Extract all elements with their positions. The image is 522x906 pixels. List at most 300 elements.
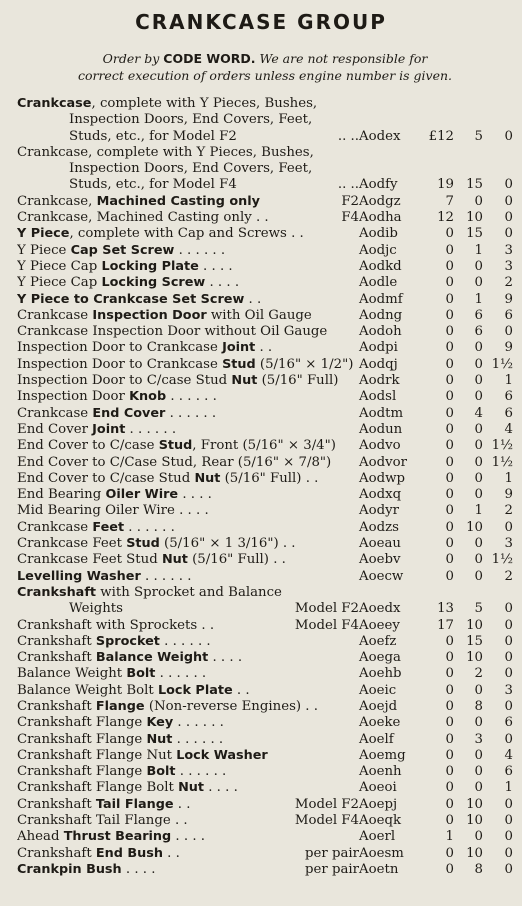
price-shillings: 10 bbox=[466, 617, 483, 633]
price-pence: 1 bbox=[504, 373, 513, 389]
part-description bbox=[17, 259, 359, 275]
part-name-text: Crankcase bbox=[17, 405, 93, 421]
part-name-text: Inspection Door to C/case Stud bbox=[17, 373, 232, 389]
part-name-bold: End Cover bbox=[92, 405, 166, 421]
part-row bbox=[17, 357, 516, 373]
part-name-bold: Nut bbox=[178, 780, 204, 796]
part-variant-note: Model F4 bbox=[294, 813, 359, 829]
part-name-text: Crankcase Feet bbox=[17, 536, 127, 552]
price-pounds: 12 bbox=[437, 210, 454, 226]
code-word: Aodwp bbox=[359, 470, 406, 486]
price-pence: 0 bbox=[504, 617, 513, 633]
code-word: Aodxq bbox=[359, 487, 402, 503]
part-name-bold: Bolt bbox=[146, 764, 176, 780]
part-name-text: End Cover to C/Case Stud, Rear (5/16" × 7/8") bbox=[17, 454, 332, 470]
part-name-text: End Cover bbox=[17, 421, 93, 437]
part-name-text: . . . . bbox=[198, 258, 233, 274]
part-name-text: . . bbox=[244, 291, 262, 307]
part-name-text: . . bbox=[173, 796, 191, 812]
part-name-text: . . . . bbox=[208, 650, 243, 666]
part-variant-note: Model F2 bbox=[294, 796, 359, 812]
price-pence: 0 bbox=[504, 210, 513, 226]
part-description-continued: Studs, etc., for Model F4 .. .. bbox=[69, 177, 359, 193]
code-word: Aoeic bbox=[359, 682, 397, 698]
part-name-bold: Cap Set Screw bbox=[70, 242, 175, 258]
part-name-text: with Sprocket and Balance bbox=[96, 584, 282, 600]
price-pence: 6 bbox=[504, 715, 513, 731]
part-row bbox=[17, 324, 516, 340]
price-pounds: 0 bbox=[445, 845, 454, 861]
part-variant-note: Model F2 bbox=[294, 601, 359, 617]
part-description bbox=[17, 748, 359, 764]
price-shillings: 0 bbox=[474, 487, 483, 503]
part-description bbox=[17, 308, 359, 324]
price-shillings: 0 bbox=[474, 421, 483, 437]
part-name-bold: Sprocket bbox=[95, 633, 160, 649]
part-name-bold: Flange bbox=[95, 698, 145, 714]
part-description bbox=[17, 487, 359, 503]
part-name-bold: Lock Plate bbox=[157, 682, 233, 698]
price-pence: 0 bbox=[504, 731, 513, 747]
part-name-bold: Nut bbox=[146, 731, 173, 747]
part-name-bold: End Bush bbox=[95, 845, 163, 861]
code-word: Aoecw bbox=[359, 568, 404, 584]
part-name-bold: Oiler Wire bbox=[105, 487, 179, 503]
part-name-bold: Nut bbox=[161, 552, 188, 568]
price-pence: 0 bbox=[504, 829, 513, 845]
part-description bbox=[17, 243, 359, 259]
part-name-text: Crankshaft with Sprockets . . bbox=[17, 617, 215, 633]
price-pounds: 0 bbox=[445, 242, 454, 258]
price-pounds: 0 bbox=[445, 780, 454, 796]
code-word: Aodha bbox=[359, 210, 402, 226]
part-name-bold: Locking Plate bbox=[101, 258, 199, 274]
order-note-part1: Order by bbox=[102, 51, 160, 66]
price-pounds: 0 bbox=[445, 715, 454, 731]
part-name-text: . . . . . . bbox=[140, 568, 192, 584]
part-name-bold: Balance Weight bbox=[95, 650, 209, 666]
part-name-text: Crankshaft Flange bbox=[17, 764, 147, 780]
part-description bbox=[17, 569, 359, 585]
part-name-bold: Crankpin Bush bbox=[17, 861, 122, 877]
price-pounds: 0 bbox=[445, 324, 454, 340]
part-name-text: Crankshaft Flange Bolt bbox=[17, 780, 179, 796]
price-shillings: 15 bbox=[466, 633, 483, 649]
price-pence: 0 bbox=[504, 519, 513, 535]
part-name-text: Balance Weight Bolt bbox=[17, 682, 158, 698]
price-pounds: 19 bbox=[437, 177, 454, 193]
code-word: Aoerl bbox=[359, 829, 396, 845]
part-name-bold: Machined Casting only bbox=[96, 193, 260, 209]
code-word: Aoeau bbox=[359, 536, 401, 552]
part-variant-note: per pair bbox=[304, 861, 359, 877]
price-shillings: 5 bbox=[474, 128, 483, 144]
part-name-text: . . bbox=[232, 682, 250, 698]
part-description bbox=[17, 764, 359, 780]
part-name-text: Balance Weight bbox=[17, 666, 127, 682]
code-word: Aoeey bbox=[359, 617, 400, 633]
part-description bbox=[17, 862, 359, 878]
price-shillings: 10 bbox=[466, 650, 483, 666]
page-title: CRANKCASE GROUP bbox=[135, 10, 387, 34]
price-pence: 0 bbox=[504, 128, 513, 144]
part-description bbox=[17, 389, 359, 405]
part-row bbox=[17, 520, 516, 536]
part-name-bold: Y Piece to Crankcase Set Screw bbox=[17, 291, 245, 307]
code-word: Aoeke bbox=[359, 715, 401, 731]
price-pence: 6 bbox=[504, 405, 513, 421]
part-name-text: End Bearing bbox=[17, 487, 106, 503]
part-row bbox=[17, 471, 516, 487]
part-name-text: Crankcase bbox=[17, 307, 93, 323]
price-pounds: 0 bbox=[445, 519, 454, 535]
price-pounds: 0 bbox=[445, 747, 454, 763]
part-name-bold: Stud bbox=[126, 536, 160, 552]
price-pounds: 0 bbox=[445, 258, 454, 274]
part-description bbox=[17, 585, 359, 618]
code-word: Aoelf bbox=[359, 731, 394, 747]
part-description bbox=[17, 275, 359, 291]
code-word: Aodzs bbox=[359, 519, 399, 535]
price-pence: 6 bbox=[504, 764, 513, 780]
part-row bbox=[17, 96, 516, 145]
price-shillings: 0 bbox=[474, 275, 483, 291]
price-shillings: 0 bbox=[474, 715, 483, 731]
part-name-bold: Knob bbox=[129, 389, 167, 405]
code-word: Aoehb bbox=[359, 666, 402, 682]
part-name-text: . . . . . . bbox=[159, 633, 211, 649]
code-word: Aoefz bbox=[359, 633, 397, 649]
part-row bbox=[17, 552, 516, 568]
price-pounds: 0 bbox=[445, 633, 454, 649]
code-word: Aodrk bbox=[359, 373, 400, 389]
price-pence: 3 bbox=[504, 682, 513, 698]
part-row bbox=[17, 699, 516, 715]
price-shillings: 1 bbox=[474, 242, 483, 258]
part-name-text: (Non-reverse Engines) . . bbox=[144, 698, 318, 714]
part-name-text: Crankshaft Flange bbox=[17, 731, 147, 747]
price-pounds: 0 bbox=[445, 487, 454, 503]
price-pounds: 0 bbox=[445, 275, 454, 291]
code-word: Aoenh bbox=[359, 764, 402, 780]
code-word: Aodsl bbox=[359, 389, 397, 405]
part-name-text: , complete with Cap and Screws . . bbox=[69, 226, 304, 242]
part-description-continued: Inspection Doors, End Covers, Feet, bbox=[69, 161, 313, 177]
price-pence: 6 bbox=[504, 389, 513, 405]
part-name-bold: Stud bbox=[158, 438, 193, 454]
price-pounds: 0 bbox=[445, 568, 454, 584]
part-name-text: Crankcase bbox=[17, 519, 93, 535]
part-description bbox=[17, 455, 359, 471]
part-name-bold: Lock Washer bbox=[176, 747, 268, 763]
part-description bbox=[17, 666, 359, 682]
price-shillings: 4 bbox=[474, 405, 483, 421]
code-word: Aoepj bbox=[359, 796, 398, 812]
part-name-text: Inspection Door to Crankcase bbox=[17, 340, 223, 356]
part-description bbox=[17, 683, 359, 699]
part-description bbox=[17, 438, 359, 454]
part-description bbox=[17, 536, 359, 552]
price-pence: 0 bbox=[504, 813, 513, 829]
price-pence: 9 bbox=[504, 487, 513, 503]
price-pence: 0 bbox=[504, 324, 513, 340]
code-word: Aodoh bbox=[359, 324, 402, 340]
part-name-bold: Feet bbox=[92, 519, 125, 535]
part-variant-note: .. .. bbox=[337, 177, 359, 193]
price-pounds: 0 bbox=[445, 536, 454, 552]
part-description bbox=[17, 797, 359, 813]
code-word: Aodpi bbox=[359, 340, 398, 356]
part-name-text: End Cover to C/case bbox=[17, 438, 159, 454]
price-shillings: 1 bbox=[474, 503, 483, 519]
part-description bbox=[17, 471, 359, 487]
part-row bbox=[17, 748, 516, 764]
part-name-text: . . . . bbox=[121, 861, 156, 877]
part-name-text: . . . . bbox=[204, 780, 238, 796]
price-pence: 0 bbox=[504, 845, 513, 861]
part-description bbox=[17, 846, 359, 862]
part-row bbox=[17, 438, 516, 454]
part-row bbox=[17, 846, 516, 862]
price-shillings: 0 bbox=[474, 454, 483, 470]
part-name-text: Crankshaft Flange Nut bbox=[17, 747, 177, 763]
part-description bbox=[17, 210, 359, 226]
code-word: Aodvor bbox=[359, 454, 407, 470]
price-pounds: 0 bbox=[445, 307, 454, 323]
part-row bbox=[17, 569, 516, 585]
part-description bbox=[17, 194, 359, 210]
order-note-code-word: CODE WORD. bbox=[163, 51, 256, 66]
part-name-bold: Tail Flange bbox=[95, 796, 174, 812]
part-name-text: Crankshaft bbox=[17, 845, 96, 861]
price-pence: 4 bbox=[504, 747, 513, 763]
part-name-text: Crankcase Inspection Door without Oil Gauge bbox=[17, 324, 328, 340]
part-name-text: . . . . . . bbox=[124, 519, 175, 535]
part-name-bold: Joint bbox=[222, 340, 256, 356]
part-description-continued: Studs, etc., for Model F2 .. .. bbox=[69, 128, 359, 144]
code-word: Aodng bbox=[359, 307, 403, 323]
part-row bbox=[17, 226, 516, 242]
price-pounds: 0 bbox=[445, 421, 454, 437]
price-pence: 0 bbox=[504, 633, 513, 649]
price-pounds: 13 bbox=[437, 601, 454, 617]
price-pounds: 0 bbox=[445, 389, 454, 405]
price-pence: 0 bbox=[504, 650, 513, 666]
price-pounds: 0 bbox=[445, 796, 454, 812]
code-word: Aodfy bbox=[359, 177, 398, 193]
part-name-bold: Inspection Door bbox=[92, 307, 207, 323]
price-pence: 0 bbox=[504, 698, 513, 714]
price-shillings: 0 bbox=[474, 356, 483, 372]
part-row bbox=[17, 275, 516, 291]
part-name-bold: Nut bbox=[231, 373, 258, 389]
price-pounds: 0 bbox=[445, 666, 454, 682]
part-name-text: Inspection Door to Crankcase bbox=[17, 356, 223, 372]
part-row bbox=[17, 373, 516, 389]
part-name-text: . . . . bbox=[171, 829, 206, 845]
part-name-text: . . . . bbox=[178, 487, 212, 503]
part-name-text: Crankcase, complete with Y Pieces, Bushes, bbox=[17, 144, 314, 160]
price-shillings: 0 bbox=[474, 258, 483, 274]
price-shillings: 0 bbox=[474, 780, 483, 796]
part-name-text: . . . . . . bbox=[172, 731, 224, 747]
code-word: Aodqj bbox=[359, 356, 398, 372]
part-description-continued: Weights Model F2 bbox=[69, 601, 359, 617]
part-description bbox=[17, 618, 359, 634]
price-pounds: 0 bbox=[445, 552, 454, 568]
code-word: Aodvo bbox=[359, 438, 401, 454]
price-shillings: 10 bbox=[466, 845, 483, 861]
price-shillings: 0 bbox=[474, 747, 483, 763]
price-pounds: 0 bbox=[445, 698, 454, 714]
price-shillings: 0 bbox=[474, 340, 483, 356]
part-description bbox=[17, 715, 359, 731]
code-word: Aoemg bbox=[359, 747, 406, 763]
price-pounds: 0 bbox=[445, 861, 454, 877]
part-name-text: . . bbox=[162, 845, 180, 861]
code-word: Aodle bbox=[359, 275, 398, 291]
part-name-text: . . . . . . bbox=[174, 242, 226, 258]
part-description bbox=[17, 520, 359, 536]
part-name-text: . . . . . . bbox=[175, 764, 227, 780]
price-pence: 0 bbox=[504, 226, 513, 242]
part-row bbox=[17, 683, 516, 699]
part-row bbox=[17, 536, 516, 552]
price-pence: 3 bbox=[504, 536, 513, 552]
part-row bbox=[17, 487, 516, 503]
part-name-text: Ahead bbox=[17, 829, 64, 845]
part-name-text: Y Piece Cap bbox=[17, 258, 102, 274]
order-note-part2: We are not responsible for bbox=[259, 51, 428, 66]
price-shillings: 15 bbox=[466, 177, 483, 193]
part-row bbox=[17, 422, 516, 438]
price-pence: 1½ bbox=[491, 356, 513, 372]
part-description bbox=[17, 357, 359, 373]
part-name-text: (5/16" × 1/2") bbox=[255, 356, 354, 372]
part-row bbox=[17, 634, 516, 650]
part-description bbox=[17, 340, 359, 356]
price-shillings: 10 bbox=[466, 210, 483, 226]
code-word: Aodtm bbox=[359, 405, 404, 421]
part-name-bold: Joint bbox=[92, 421, 126, 437]
code-word: Aodjc bbox=[359, 242, 397, 258]
parts-list bbox=[17, 96, 516, 878]
part-name-text: . . . . . . bbox=[166, 389, 217, 405]
price-shillings: 0 bbox=[474, 536, 483, 552]
part-description bbox=[17, 780, 359, 796]
price-shillings: 0 bbox=[474, 470, 483, 486]
part-name-text: , Front (5/16" × 3/4") bbox=[192, 438, 336, 454]
part-variant-note: Model F4 bbox=[294, 617, 359, 633]
code-word: Aoetn bbox=[359, 861, 399, 877]
part-name-text: Crankshaft bbox=[17, 633, 96, 649]
part-description bbox=[17, 634, 359, 650]
part-description bbox=[17, 503, 359, 519]
part-name-text: . . . . . . bbox=[155, 666, 207, 682]
code-word: Aoebv bbox=[359, 552, 401, 568]
order-note bbox=[30, 50, 500, 84]
part-name-text: Crankshaft Tail Flange . . bbox=[17, 813, 188, 829]
part-description bbox=[17, 422, 359, 438]
price-pounds: 0 bbox=[445, 373, 454, 389]
part-row bbox=[17, 145, 516, 194]
part-description bbox=[17, 406, 359, 422]
part-row bbox=[17, 764, 516, 780]
part-row bbox=[17, 732, 516, 748]
price-pounds: 0 bbox=[445, 405, 454, 421]
part-name-text: with Oil Gauge bbox=[206, 307, 312, 323]
part-description bbox=[17, 813, 359, 829]
part-description bbox=[17, 732, 359, 748]
part-row bbox=[17, 715, 516, 731]
price-pounds: 0 bbox=[445, 438, 454, 454]
part-name-bold: Crankcase bbox=[17, 96, 92, 111]
part-row bbox=[17, 862, 516, 878]
part-name-text: Y Piece bbox=[17, 242, 71, 258]
part-row bbox=[17, 210, 516, 226]
price-pounds: £12 bbox=[428, 128, 454, 144]
part-row bbox=[17, 389, 516, 405]
part-row bbox=[17, 455, 516, 471]
price-shillings: 10 bbox=[466, 796, 483, 812]
part-row bbox=[17, 194, 516, 210]
price-pence: 2 bbox=[504, 503, 513, 519]
code-word: Aoedx bbox=[359, 601, 401, 617]
part-name-text: (5/16" Full) bbox=[257, 373, 339, 389]
part-name-text: , complete with Y Pieces, Bushes, bbox=[91, 96, 318, 111]
part-name-text: Crankshaft Flange bbox=[17, 715, 147, 731]
part-name-text: (5/16" Full) . . bbox=[220, 470, 319, 486]
part-row bbox=[17, 829, 516, 845]
part-variant-note: .. .. bbox=[337, 128, 359, 144]
part-description bbox=[17, 324, 359, 340]
part-name-text: Crankcase, bbox=[17, 193, 97, 209]
price-pounds: 17 bbox=[437, 617, 454, 633]
part-row bbox=[17, 503, 516, 519]
price-pounds: 0 bbox=[445, 340, 454, 356]
order-note-line2: correct execution of orders unless engine number is given. bbox=[77, 68, 453, 83]
price-shillings: 0 bbox=[474, 682, 483, 698]
price-pence: 0 bbox=[504, 193, 513, 209]
code-word: Aodex bbox=[359, 128, 401, 144]
part-name-text: . . . . bbox=[205, 275, 240, 291]
part-name-text: Crankshaft bbox=[17, 650, 96, 666]
part-row bbox=[17, 780, 516, 796]
part-row bbox=[17, 243, 516, 259]
code-word: Aoeoi bbox=[359, 780, 397, 796]
part-description bbox=[17, 552, 359, 568]
part-name-text: (5/16" × 1 3/16") . . bbox=[159, 536, 296, 552]
part-name-bold: Bolt bbox=[126, 666, 156, 682]
price-pence: 0 bbox=[504, 796, 513, 812]
price-pence: 6 bbox=[504, 307, 513, 323]
code-word: Aoesm bbox=[359, 845, 404, 861]
price-pounds: 0 bbox=[445, 813, 454, 829]
part-row bbox=[17, 666, 516, 682]
price-pence: 0 bbox=[504, 666, 513, 682]
part-row bbox=[17, 292, 516, 308]
price-pounds: 1 bbox=[445, 829, 454, 845]
price-pounds: 0 bbox=[445, 291, 454, 307]
price-shillings: 5 bbox=[474, 601, 483, 617]
price-shillings: 0 bbox=[474, 389, 483, 405]
part-name-bold: Levelling Washer bbox=[17, 568, 141, 584]
part-row bbox=[17, 797, 516, 813]
part-description bbox=[17, 145, 359, 194]
part-row bbox=[17, 813, 516, 829]
price-pence: 0 bbox=[504, 861, 513, 877]
price-pence: 2 bbox=[504, 568, 513, 584]
